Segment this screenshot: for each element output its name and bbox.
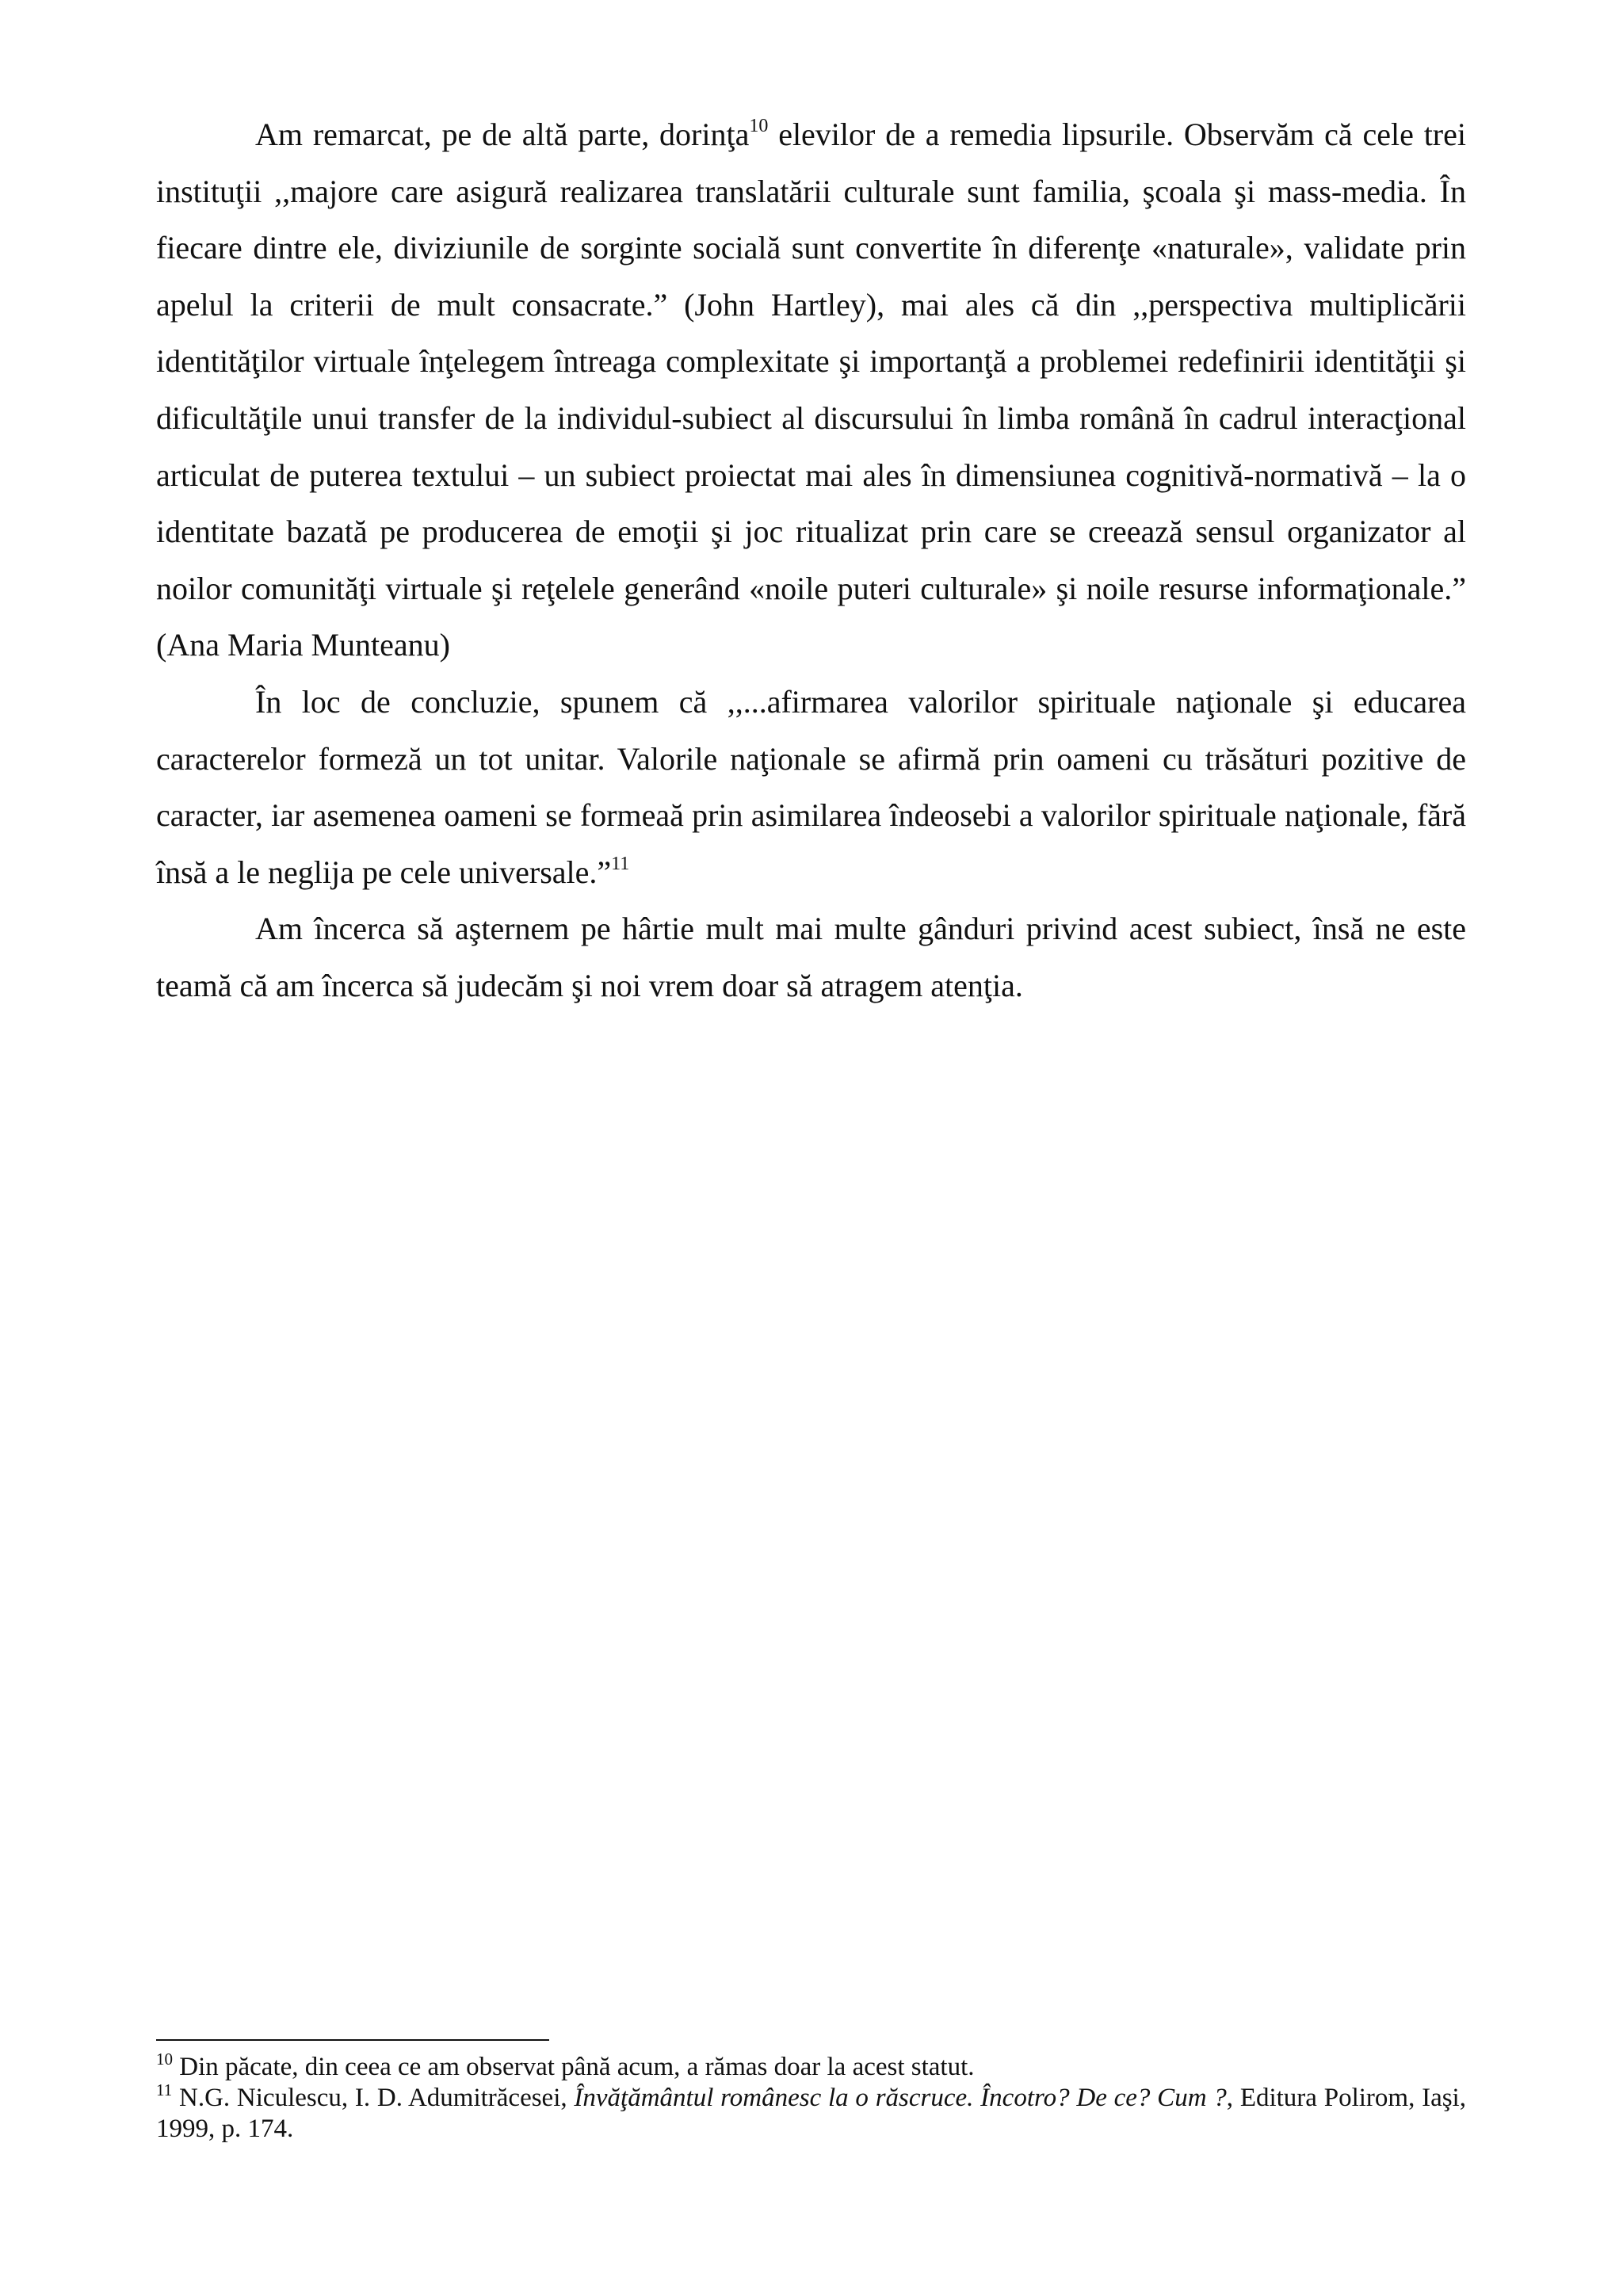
paragraph-1 <box>156 106 1466 674</box>
document-body <box>156 106 1466 1014</box>
footnote-11-number: 11 <box>156 2080 173 2099</box>
paragraph-2-text: În loc de concluzie, spunem că ,,...afirmarea valorilor spirituale naţionale şi educarea caracterelor formeză un tot unitar. Valorile naţionale se afirmă prin oameni cu trăsături pozitive de caracter, iar asemenea oameni se formeaă prin asimilarea îndeosebi a valorilor spirituale naţionale, fără însă a le neglija pe cele universale.” <box>156 683 1466 890</box>
paragraph-2 <box>156 674 1466 900</box>
footnote-10-text: Din păcate, din ceea ce am observat până acum, a rămas doar la acest statut. <box>173 2053 975 2081</box>
footnote-11-authors: N.G. Niculescu, I. D. Adumitrăcesei, <box>172 2084 575 2112</box>
footnote-10-number: 10 <box>156 2050 173 2069</box>
footnote-11 <box>156 2080 1466 2145</box>
footnote-11-book-title: Învăţământul românesc la o răscruce. Încotro? De ce? Cum ? <box>574 2084 1227 2112</box>
footnote-11-publication: , Editura Polirom, Iaşi, 1999, p. 174. <box>156 2084 1466 2143</box>
paragraph-3 <box>156 900 1466 1014</box>
footnote-ref-10[interactable]: 10 <box>749 116 769 136</box>
footnote-10 <box>156 2052 1466 2083</box>
paragraph-1-text-b: elevilor de a remedia lipsurile. Observăm că cele trei instituţii ,,majore care asigură realizarea translatării culturale sunt familia, şcoala şi mass-media. În fiecare dintre ele, diviziunile de sorginte socială sunt convertite în diferenţe «naturale», validate prin apelul la criterii de mult consacrate.” (John Hartley), mai ales că din ,,perspectiva multiplicării identităţilor virtuale înţelegem întreaga complexitate şi importanţă a problemei redefinirii identităţii şi dificultăţile unui transfer de la individul-subiect al discursului în limba română în cadrul interacţional articulat de puterea textului – un subiect proiectat mai ales în dimensiunea cognitivă-normativă – la o identitate bazată pe producerea de emoţii şi joc ritualizat prin care se creează sensul organizator al noilor comunităţi virtuale şi reţelele generând «noile puteri culturale» şi noile resurse informaţionale.” (Ana Maria Munteanu) <box>156 117 1466 663</box>
footnote-separator <box>156 2039 549 2041</box>
paragraph-3-text: Am încerca să aşternem pe hârtie mult mai multe gânduri privind acest subiect, însă ne este teamă că am încerca să judecăm şi noi vrem doar să atragem atenţia. <box>156 911 1466 1003</box>
footnotes <box>156 2052 1466 2145</box>
paragraph-1-text-a: Am remarcat, pe de altă parte, dorinţa <box>255 117 750 152</box>
footnote-ref-11[interactable]: 11 <box>611 853 630 874</box>
